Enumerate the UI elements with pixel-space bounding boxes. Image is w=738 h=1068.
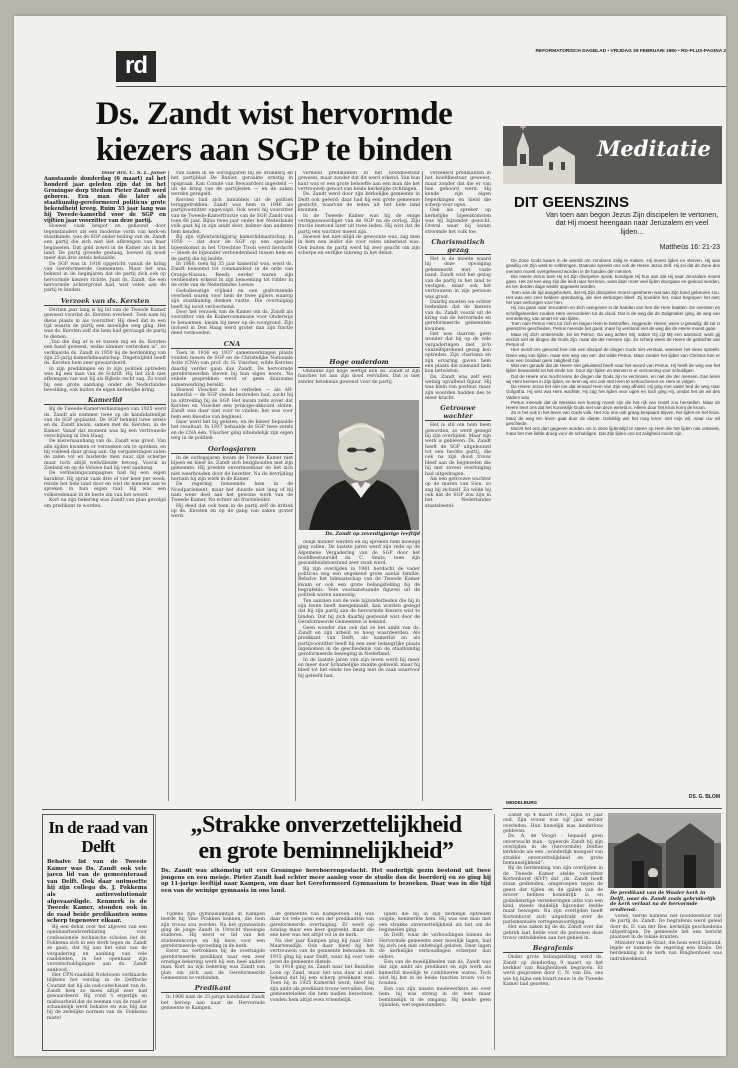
meditatie-para: Toen nam Petrus Hem tot zich en begon Hem te bestraffen, zeggende: Heere, wees U genadig; dit zal U geenszins geschieden. Petrus meende het goed, maar hij verstond niet de weg die de Heere moest gaan. [506, 321, 720, 332]
strakke-col3: lijnen die hij in zijn kerkelijk optreden volgde, kenmerkte hem. Hij was een man met een strakke onverzettelijkheid als het om de beginselen ging. In Delft, waar de verhoudingen binnen de Hervormde gemeente zeer moeilijk lagen, had hij zich ook niet onbetuigd gelaten. Daar lagen de kerkelijke verhoudingen scherper dan elders. Een van de moeilijkheden van ds. Zandt was dat zijn ambt als predikant en zijn werk als kamerlid moeilijk te combineren waren. Toch wist hij het in de beide functies trouw vol te houden. Een van zijn naaste medewerkers zei over hem: hij was streng in de leer, maar beminnelijk in de omgang. Hij kende geen vijanden, wel tegenstanders. [379, 912, 491, 1008]
delft-headline: In de raad van Delft [48, 818, 148, 856]
col-divider [168, 171, 169, 801]
portrait-caption: Ds. Zandt op zeventigjarige leeftijd [325, 531, 420, 537]
main-headline-line1: Ds. Zandt wist hervormde [95, 96, 453, 132]
strakke-col4: Zandt op 4 maart 1961, bijna 81 jaar oud. Zijn vrouw was vijf jaar eerder overleden. Hun huwelijk was kinderloos gebleven. Ds. A. de Voogd - bepaald geen onverwacht man - typeerde Zandt bij zijn overlijden in de (hervormde) Delftse kerkbode als een „wonderlijk mengsel van strakke onverzettelijkheid en grote beminnelijkheid”. Bij de herdenking van zijn overlijden in de Tweede Kamer stelde voorzitter Kortenhorst (KVP) dat „ds. Zandt heeft staan gedienden, omgeroepen tegen de geest der tijden en de gaben van de erover hebben koninkrijk is en godsdienstige verzekeringen uitte van een kind, steeds duidelijk bijzonder leefde maar bewogen. Na zijn overlijden heeft Kortenhorst zich uitgedrukt over de parlementaire vertegenwoordiging. Het was zaken bij de ds. Zandt over dat gebrek laat liefde voor de personen deze trouw ontwikkelen aan het gebied in. Begrafenis Onder grote belangstelling werd ds. Zandt op donderdag 9 maart op het kerkhof van Ruighenhoek begraven. Er werd gesproken door C. N. van Dis, ons wie hij bijna een kwart eeuw in de Tweede Kamer had gezeten. [503, 813, 603, 987]
strakke-headline [156, 812, 496, 864]
main-article-col3-top: vermeld predikanten in het hoofdbestuur geweest, maar zonder dat dit werd erkend. Van hun kant was er een grote behoefte aan een man die het vertrouwen genoot van beide kerkelijke richtingen. Ds. Zandt werd door zijn kerkelijke gemeente in Delft ook geëerd; daar had hij een grote gemeente gesticht, waarvan de leden uit het hele land kwamen. In de Tweede Kamer was hij de enige vertegenwoordiger van de SGP na de oorlog. Zijn fractie bestond later uit twee leden. Hij wist dat de partij een wachter moest zijn. Hoewel het niet altijd de gewoonte was, zag men in hem een leider die voor velen onbetwist was. Ook buiten de partij werd hij zeer geacht om zijn scherpe en eerlijke inbreng in het debat. [298, 171, 420, 257]
meditatie-title: Meditatie [597, 136, 711, 161]
meditatie-reference: Mattheüs 16: 21-23 [659, 244, 720, 251]
meditatie-para: Dat de Heere ons mocht leren de dingen die Gods zijn te verzinnen, en niet die der mensen. Dan leren wij Hem kennen in Zijn lijden, en leren wij ons ook met Hem te verloochenen en Hem te volgen. [506, 373, 720, 384]
newspaper-page [14, 16, 726, 1056]
logo-text: rd [125, 52, 147, 79]
strakke-col2: de gemeente van Kampereen. Hij was daar tot vele jaren een der predikanten van gereformeerde overtuiging. Er werd op zondag maar een keer gepreekt, maar die ene keer was het altijd vol in de kerk. Na vier jaar Kampen ging hij naar Sint-Maartensdijk. Ook daar bleef hij het vertrouwen van de gemeente behouden. In 1915 ging hij naar Delft, waar hij voor vele jaren de gemeente diende. In 1918 ging ds. Zandt naar het Bezaltse Loon op Zand, maar het was daar al snel bekend dat hij een scherp predikant was. Toen hij in 1925 Kamerlid werd, bleef hij zijn ambt als predikant trouw vervullen. Een gemeenteleden die hem nadien bezochten, vonden hem altijd even vriendelijk. [270, 912, 374, 1003]
logo [116, 51, 156, 82]
strakke-lead [161, 868, 491, 910]
main-article-col2: van zaken in de oorlogsjaren bij de drukkerij en het partijblad De Banier, geraakte ernstig in opspraak. Kan Comité van Bewaarders ingesteld — uit de kring van de partijleden — en de zaken werden geregeld. Kersten had zich inmiddels uit de politiek teruggetrokken. Zandt was hem in 1946 als partijvoorzitter opgevolgd. Ook werd hij voorzitter van de Tweede-Kamerfractie van de SGP. Zandt was toen 66 jaar. Bijna twee jaar onder het Nederlands volk gaat hij in zijn ambt door, kalmer dan anderen hem kenden. Bij zijn vijfentwintigjarig kamerlidmaatschap in 1950 — dat door de SGP op een speciale bijeenkomst in het Utrechtse Tivoli werd herdacht — bleek de bijzonder verbondenheid tussen hem en de partij die hij leidde. In 1960, toen hij 35 jaar kamerlid was, werd ds. Zandt benoemd tot commandeur in de orde van Oranje-Nassau. Reeds eerder waren zijn verdiensten erkend in zijn benoeming tot ridder in de orde van de Nederlandse Leeuw. Godsdienstige vrijheid en een godvrezende overheid waren voor hem de twee pijlers waarop zijn staatkundig denken rustte. Die overtuiging heeft hij nooit verloochend. Door het verzoek van de Kamer om ds. Zandt als voorzitter van de Kamercommissie voor Onderwijs te benoemen, kwam hij meer op de voorgrond. Zijn invloed in Den Haag werd groter dan zijn fractie deed vermoeden. CNA Toen in 1936 en 1937 samenwerkingen plaats vonden tussen de SGP en de Christelijke Nationale Actie (CNA) van prof. dr. H. Visscher, wilde Kersten daarbij verder gaan dan Zandt. De hervormde gereformeerden bleven bij hun eigen koers. Na enkele gesprekken werd er geen duurzame samenwerking bereikt. Hoewel Visscher in het verleden — als AR-kamerlid — de SGP steeds bestreden had, zocht hij na uittreding bij de SGP. Het kwam zelfs zover dat Kersten en Visscher een principe-akkoord sloten. Zandt was daar niet voor te vinden; het was voor hem een kwestie van beginsel. Daar werd het bij gelaten; en de kiezer bepaalde het resultaat. In 1937 behaalde de SGP twee zetels en de CNA één. Visscher ging uiteindelijk zijn eigen weg in de politiek. Oorlogsjaren In de oorlogsjaren kwam de Tweede Kamer niet bijeen en bleef ds. Zandt zich bezighouden met zijn gemeente. Hij preekte onvermoeibaar en liet zich niet weerhouden door de bezetter. Na de bevrijding hernam hij zijn werk in de Kamer. De regering benoemde hem in de Noodparlement, maar het duurde niet lang of hij nam weer deel aan het gewone werk van de Tweede Kamer. Nu echter als fractieleider. Hij deed dat ook toen in de partij zelf de kritiek op ds. Kersten en op de gang van zaken groter werd. [171, 171, 293, 520]
byline: Door drs. C. S. L. Janse [101, 171, 166, 176]
col-divider [494, 814, 495, 1050]
subhead-oorlogsjaren: Oorlogsjaren [171, 445, 293, 454]
delft-lead: Behalve lid van de Tweede Kamer was Ds. Zandt ook vele jaren lid van de gemeenteraad van Delft. Ook daar ontmoette hij zijn collega ds. J. Fokkema als antirevolutionair afgevaardigde. Kenmerk is de Tweede Kamer, stonden ook in de raad beide predikanten soms scherp tegenover elkaar. [47, 859, 147, 925]
meditatie-para: Maar Hij Zich omkerende, zei tot Petrus: Ga weg achter Mij, satan! Gij zijt Mij een aanstoot; want gij verzint niet de dingen die Gods zijn, maar die der mensen zijn. Zo scherp wees de Heere de gedachte van Petrus af. [506, 331, 720, 347]
strakke-headline-line2: en grote beminnelijkheid” [198, 838, 454, 864]
main-article-col3-bottom: delijk minder werden en hij spreken hem moeilijk ging vallen. De laatste jaren werd zijn rede op de Algemene Vergadering van de SGP door het hoofdbestuurslid ds. C. Smits, toen zijn gezondheidstoestand zeer zwak werd. Bij zijn overlijden in 1961 herdacht de vader politicus nog een ongekend grote aantal familie. Behalve het lidmaatschap van de Tweede Kamer kwam er ook een grote belangstelling bij de begrafenis. Vele vooraanstaande figuren uit de politiek waren aanwezig. Ten aanzien van de vele bijzonderheden die hij in zijn leven heeft meegemaakt, kan worden gezegd dat hij zijn partij aan de hervormde kiezers wist te binden. Dat hij zich daarbij gesteund wist door de Gereformeerde Gemeenten is bekend. Geen wonder dan ook dat ze het ambt van ds. Zandt en zijn arbeid zo hoog waardeerden. Als predikant van Delft, als kamerlid en als partijvoorzitter heeft hij een zeer belangrijke plaats ingenomen in de geschiedenis van de staatkundig gereformeerde beweging in Nederland. In de laatste jaren van zijn leven werd hij meer en meer door lichamelijke zwakte gekweld, maar hij bleef tot het einde toe bezig met de zaak waarvoor hij geleefd had. [298, 540, 420, 679]
main-lead: Aanstaande donderdag (6 maart) zal het honderd jaar geleden zijn dat in het Groningse dorp Stedum Pieter Zandt werd geboren. Een man die later als staatkundig-gereformeerd politicus grote bekendheid kreeg. Ruim 35 jaar lang was hij Tweede-kamerlid voor de SGP en vijftien jaar voorzitter van deze partij. [44, 176, 166, 225]
section-rule [42, 809, 492, 810]
church-photo-caption: De predikant van de Waaler kerk in Delft, waar ds. Zandt zoals gebruikelijk de kerk verlaat na de hervormde eredienst. [610, 890, 716, 913]
meditatie-headline: DIT GEENSZINS [514, 194, 630, 211]
main-article-col3-mid: Ondanks zijn hoge leeftijd kon ds. Zandt al zijn functies tot aan zijn dood vervullen. Dat is niet zonder betekenis geweest voor de partij. [298, 369, 420, 385]
main-article-col4: verzekerd predikanten in het hoofdbestuur geweest, maar zonder dat die er van hen gehoord werd. Hij kende zijn eigen beperkingen en hield die scherp voor ogen. Ook als spreker op kerkelijke bijeenkomsten was hij bijzonder gezocht. Overal waar hij kwam stroomde het volk toe. Charismatisch gezag Het is de moeite waard hij deze opvolging gekenmerkt met vaste hand. Zandt wist het gezag van de partij in het land te vestigen, maar ook het vertrouwen in zijn persoon was groot. Daarbij moeten we echter bedenken dat de kiezers van ds. Zandt vooral uit de kring van de hervormde en gereformeerde gemeenten kwamen. Het was daarom geen wonder dat hij op de vele vergaderingen met zo'n vanzelfsprekend gezag kon optreden. Zijn charisma en zijn ervaring gaven hem een plaats die niemand hem kon betwisten. Ds. Zandt was zelf een weinig opvallend figuur. Hij was klein van postuur, maar zijn woorden hadden des te meer kracht. Getrouwe wachter Het is stil om hem heen geworden, zo werd gezegd bij zijn overlijden. Maar zijn werk is gebleven. Ds. Zandt heeft de SGP uitgebouwd tot een hechte partij, die ook na zijn dood trouw bleef aan de beginselen die hij met zoveel overtuiging had uitgedragen. Als een getrouwe wachter op de muren van Sion, zo zag hij zichzelf. Zo wilde hij ook dat de SGP zou zijn in het Nederlandse staatsbestel. [425, 171, 491, 509]
main-article-col1: Door drs. C. S. L. Janse Aanstaande donderdag (6 maart) zal het honderd jaar geleden zijn dat in het Groningse dorp Stedum Pieter Zandt werd geboren. Een man die later als staatkundig-gereformeerd politicus grote bekendheid kreeg. Ruim 35 jaar lang was hij Tweede-kamerlid voor de SGP en vijftien jaar voorzitter van deze partij. Hoewel vaak bespot en gehoond door tegenstanders als een moderne vorm van kerk-en staatkunde, was de SGP onder leiding van ds. Zandt een partij die zich niet liet afbrengen van haar beginselen. Dat gold zowel in de Kamer als in het land. De partij groeide gestaag, hoewel zij nooit meer dan drie zetels behaalde. De SGP was in 1918 opgericht vanuit de kring van Gereformeerde Gemeenten. Maar het was bekend in de beginjaren dat de partij zich ook op hervormde kiezers richtte. Juist ds. Zandt, die een hervormde achtergrond had, wist velen aan de partij te binden. Verzoek van ds. Kersten Dertien jaar lang is hij lid van de Tweede Kamer geweest voordat ds. Kersten overleed. Toen nam hij diens plaats in als voorzitter. Hij deed dat in een tijd waarin de partij een moeilijke weg ging. Het was ds. Kersten zelf die hem had gevraagd de partij te dienen. „Van die dag af is er tussen mij en ds. Kersten een band geweest, welke nimmer verbroken is”, zo verklaarde ds. Zandt in 1950 bij de herdenking van zijn 25-jarig kamerlidmaatschap. Ongetwijfeld heeft ds. Kersten hem zeer gewaardeerd. In zijn predikingen en in zijn politiek optreden was hij een man van de Schrift. Hij liet zich niet afbrengen van wat hij als Bijbels recht zag. Zo vond hij een grote aanhang onder de Nederlandse bevolking, ook buiten de eigen kerkelijke kring. Kamerlid Bij de Tweede-Kamerverkiezingen van 1925 werd ds. Zandt als nummer twee op de kandidatenlijst van de SGP geplaatst. De SGP behield twee zetels en ds. Zandt kwam, samen met ds. Kersten, in de Kamer. Vanaf dat moment was hij een vertrouwde verschijning in Den Haag. De kiezersaanhang van ds. Zandt was groot. Van alle zijden kwamen er verzoeken om te spreken, en hij voldeed daar graag aan. Op vergaderingen zaten de zalen vol en luisterde men naar zijn scherpe maar toch altijd welwillende betoog. Vooral in Zeeland en op de Veluwe had hij veel aanhang. De verkiezingscampagnes had hij een eigen karakter. Hij sprak vaak drie of vier keer per week, reisde het hele land door en wist de mensen aan te spreken in hun eigen taal. Hij was een volksredenaar in de beste zin van het woord. Kort na zijn bekering was Zandt van plan gevolgd om predikant te worden. [44, 171, 166, 509]
portrait-photo [299, 400, 419, 530]
header-rule [116, 86, 726, 87]
meditatie-intro: Van toen aan begon Jezus Zijn discipelen te vertonen, dat Hij moest heengaan naar Jeruzalem en veel lijden... [545, 210, 719, 236]
subhead-getrouwe-wachter: Getrouwe wachter [425, 404, 491, 421]
meditatie-para: Hij zou gaan naar Jeruzalem en Zich overgeven in de handen van hen die Hem haatten. De oversten en schriftgeleerden zouden Hem veroordelen tot de dood. Dat is de weg die de Zaligmaker ging, de weg van vernedering, van smart en van lijden. [506, 305, 720, 321]
meditatie-body: De Zone Gods kwam in de wereld om zondaren zalig te maken. Hij moest lijden en sterven. Hij was gewillig om Zijn werk te volbrengen. Daarvan spreekt ons ook de Heere Jezus Zelf. Hij zei dat de Zone des mensen moest overgeleverd worden in de handen der mensen. Die Heere Jezus toen Hij tot Zijn discipelen sprak, kondigde Hij hun aan dat Hij naar Jeruzalem moest gaan. Het zal een weg zijn die leidt naar het kruis, want daar moet veel lijden doorgaan en gedood worden, en ten derden dage weder opgewekt worden. Toen was de tijd aangebroken, dat Hij Zijn discipelen moest openbaren wat aan Zijn hand gebeuren zou. Het was een zeer heldere openbaring, die niet verborgen bleef. Zij hoorden het, maar begrepen het niet; het was verborgen voor hen. Hij zou gaan naar Jeruzalem en Zich overgeven in de handen van hen die Hem haatten. De oversten en schriftgeleerden zouden Hem veroordelen tot de dood. Dat is de weg die de Zaligmaker ging, de weg van vernedering, van smart en van lijden. Toen nam Petrus Hem tot zich en begon Hem te bestraffen, zeggende: Heere, wees U genadig; dit zal U geenszins geschieden. Petrus meende het goed, maar hij verstond niet de weg die de Heere moest gaan. Maar Hij Zich omkerende, zei tot Petrus: Ga weg achter Mij, satan! Gij zijt Mij een aanstoot; want gij verzint niet de dingen die Gods zijn, maar die der mensen zijn. Zo scherp wees de Heere de gedachte van Petrus af. Hier wordt ons getoond hoe ook een discipel de dingen Gods niet verstaat, wanneer het vlees spreekt. Geen weg van lijden, maar een weg van eer; dat wilde Petrus. Maar zonder het lijden van Christus kan er voor een zondaar geen zaligheid zijn. Wat een genade dat de Heere niet geluisterd heeft naar het woord van Petrus. Hij heeft de weg van het lijden bewandeld tot het einde toe. Door Zijn lijden en sterven is er verzoening voor schuldigen. Dat de Heere ons mocht leren de dingen die Gods zijn te verzinnen, en niet die der mensen. Dan leren wij Hem kennen in Zijn lijden, en leren wij ons ook met Hem te verloochenen en Hem te volgen. De Heere Jezus liet niet toe dat iemand Hem van Zijn weg afhield. Hij ging met vaste tred de weg naar Golgotha. Hij wist wat Hem wachtte; Hij zag het lijden voor ogen en toch ging Hij, omdat het de wil des Vaders was. Petrus meende dat de Messias een koning moest zijn die het rijk van Israël zou herstellen. Maar de Heere leert ons dat het Koninkrijk Gods niet van deze wereld is. Alleen door het kruis komt de kroon. Zo is het ook in het leven van Gods volk. Het zou ons ook graag bespaard blijven, het lijden en het kruis. Maar de weg ten leven gaat door de diepte. Gelukkig wie het mag leren: niet mijn wil, maar Uw wil geschiede. Mocht het ons dan gegeven worden om in deze lijdenstijd te staren op Hem die het lijden niet ontweek, maar het met liefde droeg voor de schuldigen. Dat Zijn lijden ons tot zaligheid mocht zijn. [506, 258, 720, 437]
subhead-begrafenis: Begrafenis [503, 944, 603, 953]
meditatie-para: De Zone Gods kwam in de wereld om zondaren zalig te maken. Hij moest lijden en sterven. Hij was gewillig om Zijn werk te volbrengen. Daarvan spreekt ons ook de Heere Jezus Zelf. Hij zei dat de Zone des mensen moest overgeleverd worden in de handen der mensen. [506, 258, 720, 274]
col-divider [295, 171, 296, 801]
meditatie-para: Hier wordt ons getoond hoe ook een discipel de dingen Gods niet verstaat, wanneer het vlees spreekt. Geen weg van lijden, maar een weg van eer; dat wilde Petrus. Maar zonder het lijden van Christus kan er voor een zondaar geen zaligheid zijn. [506, 347, 720, 363]
strakke-col1: Tijdens zijn gymnasiumtijd in Kampen leerde hij Yme Prakken kennen, die hem zijn vrouw zou worden. Na het gymnasium ging de jonge Zandt in Utrecht theologie studeren. Hij werd er lid van het studentencorps en hij koos voor een gereformeerde opvoeding in de kerk. Eerst na vertrekken bij de overtuigde gereformeerde predikant naar een zeer ernstige bekering werd hij een heel andere man. Kort na zijn bekering was Zandt van plan om zich aan de Gereformeerde Gemeenten te verbinden. Predikant In 1906 nam de 25-jarige kandidaat Zandt het beroep aan naar de Hervormde gemeente te Kampen. [161, 912, 265, 1012]
meditatie-para: Wat een genade dat de Heere niet geluisterd heeft naar het woord van Petrus. Hij heeft de weg van het lijden bewandeld tot het einde toe. Door Zijn lijden en sterven is er verzoening voor schuldigen. [506, 363, 720, 374]
section-rule [503, 808, 722, 809]
strakke-col5: voren, vierde namens het hoofdbestuur van de partij ds. Zandt. De begrafenis werd geleid door ds. D. van der Ree, kerkelijk geschiedenis uitgedragen. De gemeente liet een bericht plaatsen in de lokale kranten. Minister van de Staat, die hem werd bijstand, legde er namens de regering een krans. De herdenking in de kerk van Ruighenhoek was indrukwekkend. [610, 914, 722, 962]
strakke-headline-line1: „Strakke onverzettelijkheid [190, 812, 462, 838]
meditatie-signature: DS. G. BLOM [688, 794, 720, 800]
meditatie-para: Toen was de tijd aangebroken, dat Hij Zijn discipelen moest openbaren wat aan Zijn hand gebeuren zou. Het was een zeer heldere openbaring, die niet verborgen bleef. Zij hoorden het, maar begrepen het niet; het was verborgen voor hen. [506, 289, 720, 305]
portrait-image [299, 400, 419, 530]
main-headline [44, 96, 504, 168]
subhead-verzoek: Verzoek van ds. Kersten [44, 297, 166, 306]
subhead-kamerlid: Kamerlid [44, 396, 166, 405]
subhead-cna: CNA [171, 340, 293, 349]
meditatie-place: MIDDELBURG [506, 800, 538, 805]
subhead-charismatisch: Charismatisch gezag [425, 238, 491, 255]
main-headline-line2: kiezers aan SGP te binden [95, 132, 453, 168]
subhead-hoge-ouderdom-visible: Hoge ouderdom [298, 358, 420, 368]
church-image [608, 813, 721, 888]
church-photo [608, 813, 721, 888]
delft-col: Behalve lid van de Tweede Kamer was Ds. Zandt ook vele jaren lid van de gemeenteraad van Delft. Ook daar ontmoette hij zijn collega ds. J. Fokkema als antirevolutionair afgevaardigde. Kenmerk is de Tweede Kamer, stonden ook in de raad beide predikanten soms scherp tegenover elkaar. Bij een debat over het afgeven van een openbaarheidsverklaring voor confessionele technische scholen liet ds. Fokkema zich in een sterk tegen ds. Zandt ze gaan, dat hij aan het eind van de vergadering en aanhing van vele raadsleden, in het openbaar zijn verontschuldigingen aan ds. Zandt aanbood. Het CPN-raadslid Noteboom verklaarde blijkens het verslag in de Delftsche Courant dat hij als oud-catechisant van ds. Zandt hem zo moes altijd zeer had gewaardeerd. Hij vond 't ergerlijk en misbaarheid dat de zeeman van de raad er schandelijk werd behalve en was blij dat hij de zedelijke normen van ds. Fokkema miste! [47, 859, 147, 1021]
strakke-lead-text: Ds. Zandt was afkomstig uit een Groningse hereboerengeslacht. Het ouderlijk gezin bestond uit twee jongens en een meisje. Pieter Zandt had echter meer aanleg voor de studie dan de boerderij en zo ging hij op 11-jarige leeftijd naar Kampen, om daar het Gereformeerd Gymnasium te bezoeken. Daar was in die tijd een van de weinige gymnasia in ons land. [161, 868, 491, 894]
dateline: REFORMATORISCH DAGBLAD • VRIJDAG 29 FEBRUARI 1980 • RD-PLUS-PAGINA 2 [535, 49, 726, 54]
meditatie-para: Die Heere Jezus toen Hij tot Zijn discipelen sprak, kondigde Hij hun aan dat Hij naar Jeruzalem moest gaan. Het zal een weg zijn die leidt naar het kruis, want daar moet veel lijden doorgaan en gedood worden, en ten derden dage weder opgewekt worden. [506, 273, 720, 290]
subhead-predikant: Predikant [161, 984, 265, 993]
col-divider [422, 171, 423, 801]
